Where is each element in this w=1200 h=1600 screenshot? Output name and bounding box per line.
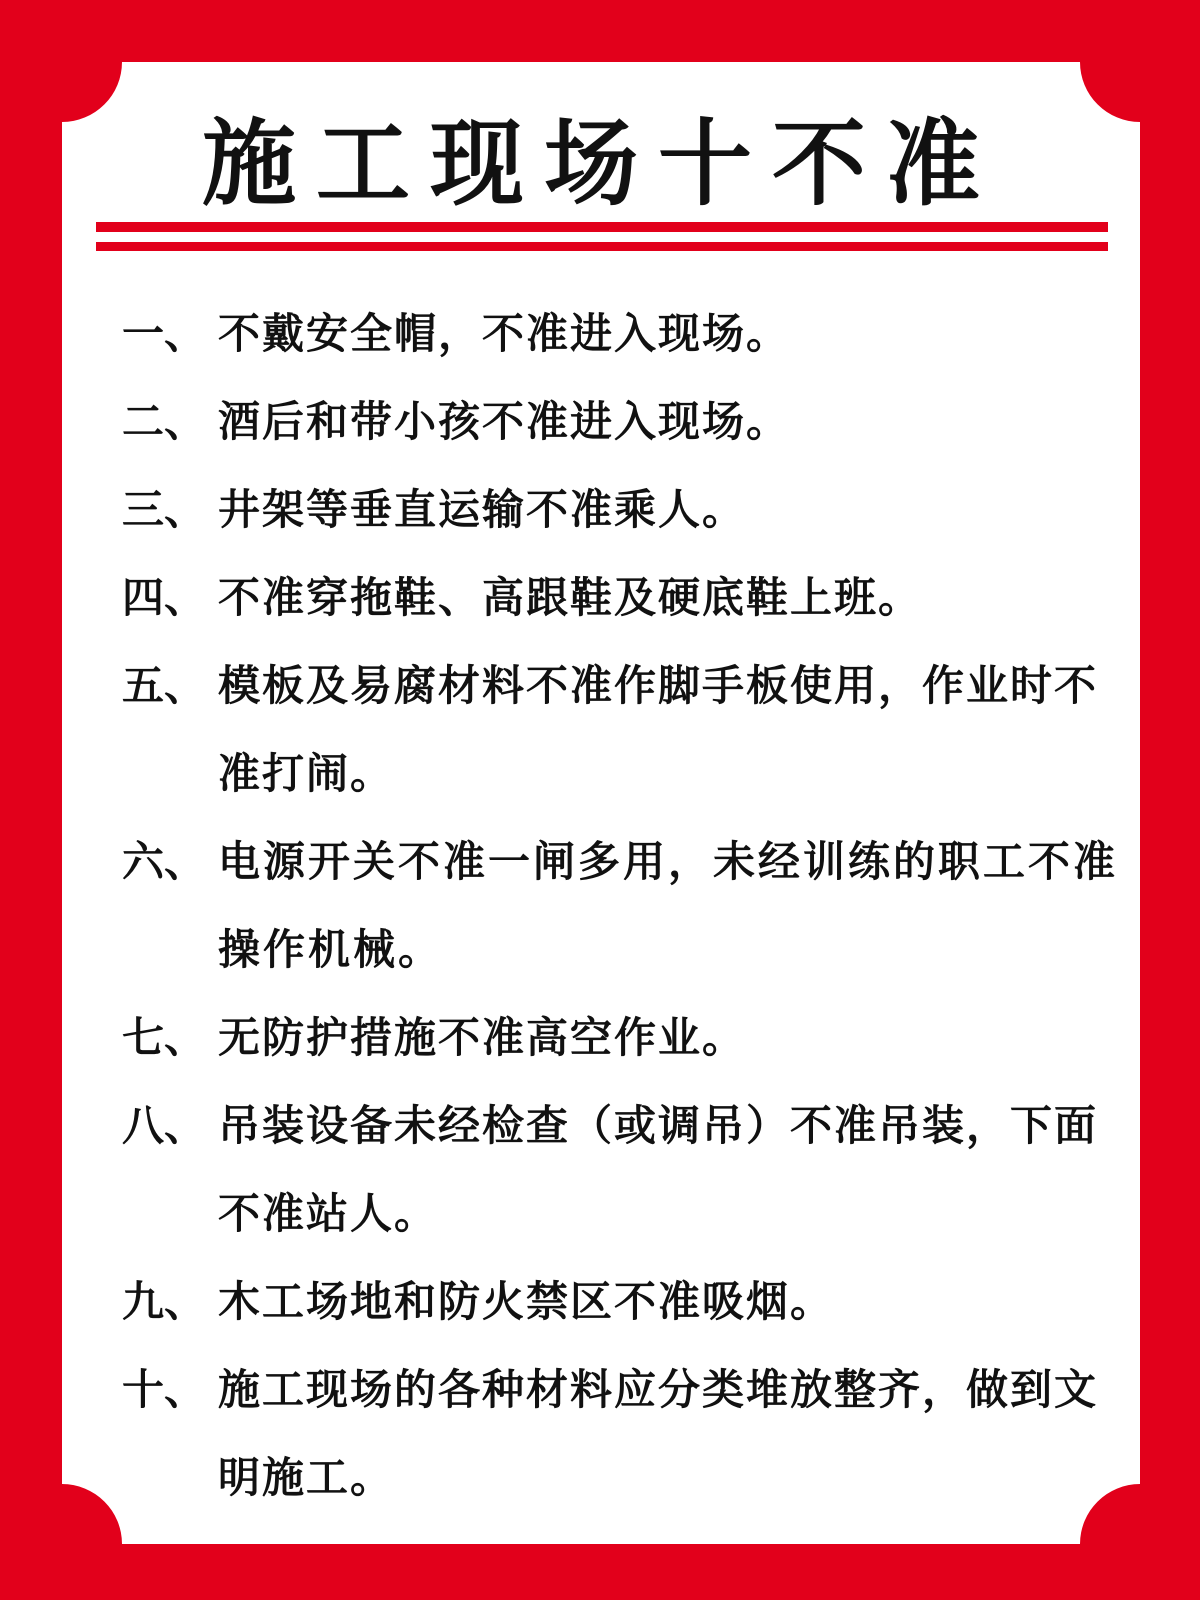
rule-number: 六、 <box>122 837 207 886</box>
rule-text: 不戴安全帽，不准进入现场。 <box>218 309 791 358</box>
rule-item-3 <box>122 466 1132 554</box>
rule-text: 吊装设备未经检查（或调吊）不准吊装，下面不准站人。 <box>218 1101 1099 1238</box>
rule-item-5 <box>122 642 1132 818</box>
rule-number: 四、 <box>122 573 207 622</box>
rule-item-9 <box>122 1258 1132 1346</box>
rule-text: 模板及易腐材料不准作脚手板使用，作业时不准打闹。 <box>218 661 1099 798</box>
rule-text: 木工场地和防火禁区不准吸烟。 <box>218 1277 835 1326</box>
rule-item-7 <box>122 994 1132 1082</box>
rule-text: 酒后和带小孩不准进入现场。 <box>218 397 791 446</box>
rule-text: 施工现场的各种材料应分类堆放整齐，做到文明施工。 <box>218 1365 1099 1502</box>
title-divider-bottom <box>96 242 1108 251</box>
rule-item-4 <box>122 554 1132 642</box>
rule-text: 无防护措施不准高空作业。 <box>218 1013 747 1062</box>
sign-panel <box>62 62 1140 1544</box>
rules-list <box>122 290 1132 1522</box>
rule-number: 一、 <box>122 309 207 358</box>
rule-item-8 <box>122 1082 1132 1258</box>
rule-text: 电源开关不准一闸多用，未经训练的职工不准操作机械。 <box>218 837 1119 974</box>
rule-number: 八、 <box>122 1101 207 1150</box>
rule-number: 九、 <box>122 1277 207 1326</box>
rule-number: 五、 <box>122 661 207 710</box>
rule-text: 不准穿拖鞋、高跟鞋及硬底鞋上班。 <box>218 573 923 622</box>
sign-title: 施工现场十不准 <box>201 110 1000 219</box>
rule-item-1 <box>122 290 1132 378</box>
rule-text: 井架等垂直运输不准乘人。 <box>218 485 747 534</box>
rule-item-2 <box>122 378 1132 466</box>
rule-number: 七、 <box>122 1013 207 1062</box>
rule-item-10 <box>122 1346 1132 1522</box>
rule-number: 十、 <box>122 1365 207 1414</box>
rule-number: 二、 <box>122 397 207 446</box>
title-divider-top <box>96 222 1108 232</box>
rule-number: 三、 <box>122 485 207 534</box>
rule-item-6 <box>122 818 1132 994</box>
